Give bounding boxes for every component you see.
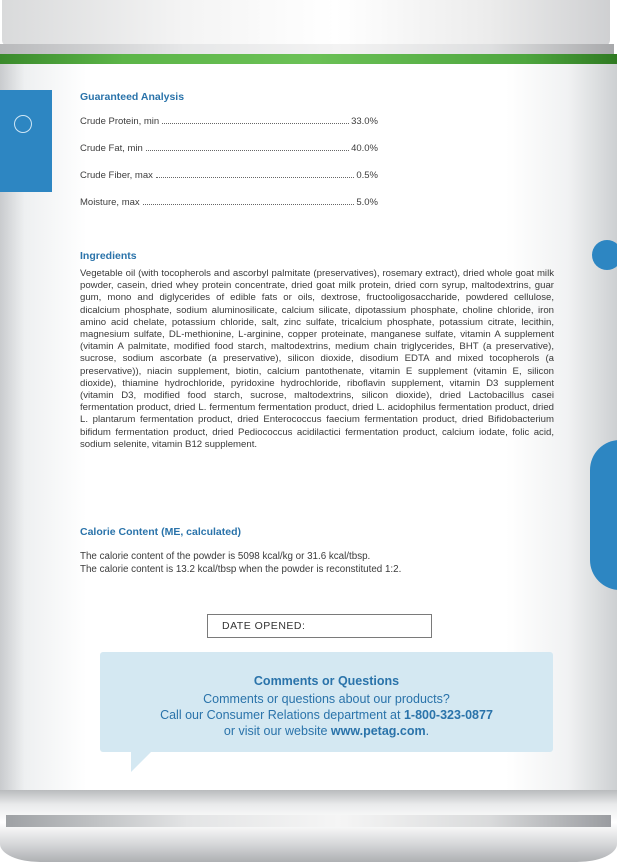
website-link: www.petag.com: [330, 724, 426, 738]
analysis-name: Crude Fat, min: [80, 143, 143, 154]
analysis-name: Moisture, max: [80, 197, 140, 208]
leader-dots: [156, 177, 354, 178]
comments-title: Comments or Questions: [253, 674, 400, 688]
can-bottom-ridge: [6, 815, 611, 827]
date-opened-label: DATE OPENED:: [222, 620, 306, 632]
analysis-row-fiber: [80, 170, 378, 184]
analysis-value: 40.0%: [351, 143, 378, 154]
analysis-row-protein: [80, 116, 378, 130]
period: .: [425, 724, 430, 738]
analysis-value: 33.0%: [351, 116, 378, 127]
analysis-value: 5.0%: [356, 197, 378, 208]
comments-line-2: [100, 708, 553, 722]
ingredients-heading: Ingredients: [80, 250, 137, 262]
analysis-name: Crude Protein, min: [80, 116, 160, 127]
analysis-value: 0.5%: [356, 170, 378, 181]
call-text: Call our Consumer Relations department at: [160, 708, 404, 722]
right-circle-badge: [592, 240, 617, 270]
left-blue-panel: [0, 90, 52, 192]
analysis-name: Crude Fiber, max: [80, 170, 153, 181]
calorie-line-reconstituted: The calorie content is 13.2 kcal/tbsp when the powder is reconstituted 1:2.: [80, 563, 402, 575]
analysis-row-fat: [80, 143, 378, 157]
phone-number: 1-800-323-0877: [403, 708, 493, 722]
leader-dots: [146, 150, 349, 151]
analysis-row-moisture: [80, 197, 378, 211]
circle-icon: [14, 115, 32, 133]
ingredients-text: Vegetable oil (with tocopherols and ascorbyl palmitate (preservatives), rosemary extract), dried whole goat milk powder, casein, dried whey protein concentrate, dried goat milk protein, dried corn syrup, maltodextrins, guar gum, mono and diglycerides of edible fats or oils, dextrose, fructooligosaccharide, powdered cellulose, dicalcium phosphate, sodium aluminosilicate, calcium silicate, dipotassium phosphate, choline chloride, iron amino acid chelate, potassium chloride, salt, zinc sulfate, tricalcium phosphate, potassium citrate, lecithin, magnesium sulfate, DL-methionine, L-arginine, copper proteinate, manganese sulfate, vitamin A supplement (vitamin A palmitate, modified food starch, maltodextrins, medium chain triglycerides, BHT (a preservative), sucrose, sodium ascorbate (a preservative), silicon dioxide, disodium EDTA and mixed tocopherols (a preservative)), niacin supplement, biotin, calcium pantothenate, vitamin E supplement (vitamin E, silicon dioxide), thiamine hydrochloride, pyridoxine hydrochloride, riboflavin supplement, vitamin D3 supplement (vitamin D3, modified food starch, sucrose, maltodextrins, silicon dioxide), dried Lactobacillus casei fermentation product, dried L. fermentum fermentation product, dried L. acidophilus fermentation product, dried L. plantarum fermentation product, dried Enterococcus faecium fermentation product, dried Bifidobacterium bifidum fermentation product, dried Pediococcus acidilactici fermentation product, calcium iodate, folic acid, sodium selenite, vitamin B12 supplement.: [80, 268, 554, 450]
leader-dots: [162, 123, 349, 124]
leader-dots: [143, 204, 355, 205]
guaranteed-analysis-heading: Guaranteed Analysis: [80, 91, 185, 103]
green-band: [0, 54, 617, 64]
comments-line-1: Comments or questions about our products?: [203, 692, 450, 706]
calorie-line-powder: The calorie content of the powder is 5098 kcal/kg or 31.6 kcal/tbsp.: [80, 551, 371, 562]
comments-line-3: [100, 724, 553, 738]
visit-text: or visit our website: [223, 724, 331, 738]
can-lid: [2, 0, 610, 46]
speech-bubble-tail: [131, 752, 151, 772]
calorie-text: [80, 551, 500, 576]
date-opened-box: [207, 614, 432, 638]
right-blue-panel: [590, 440, 617, 590]
calorie-heading: Calorie Content (ME, calculated): [80, 526, 242, 538]
